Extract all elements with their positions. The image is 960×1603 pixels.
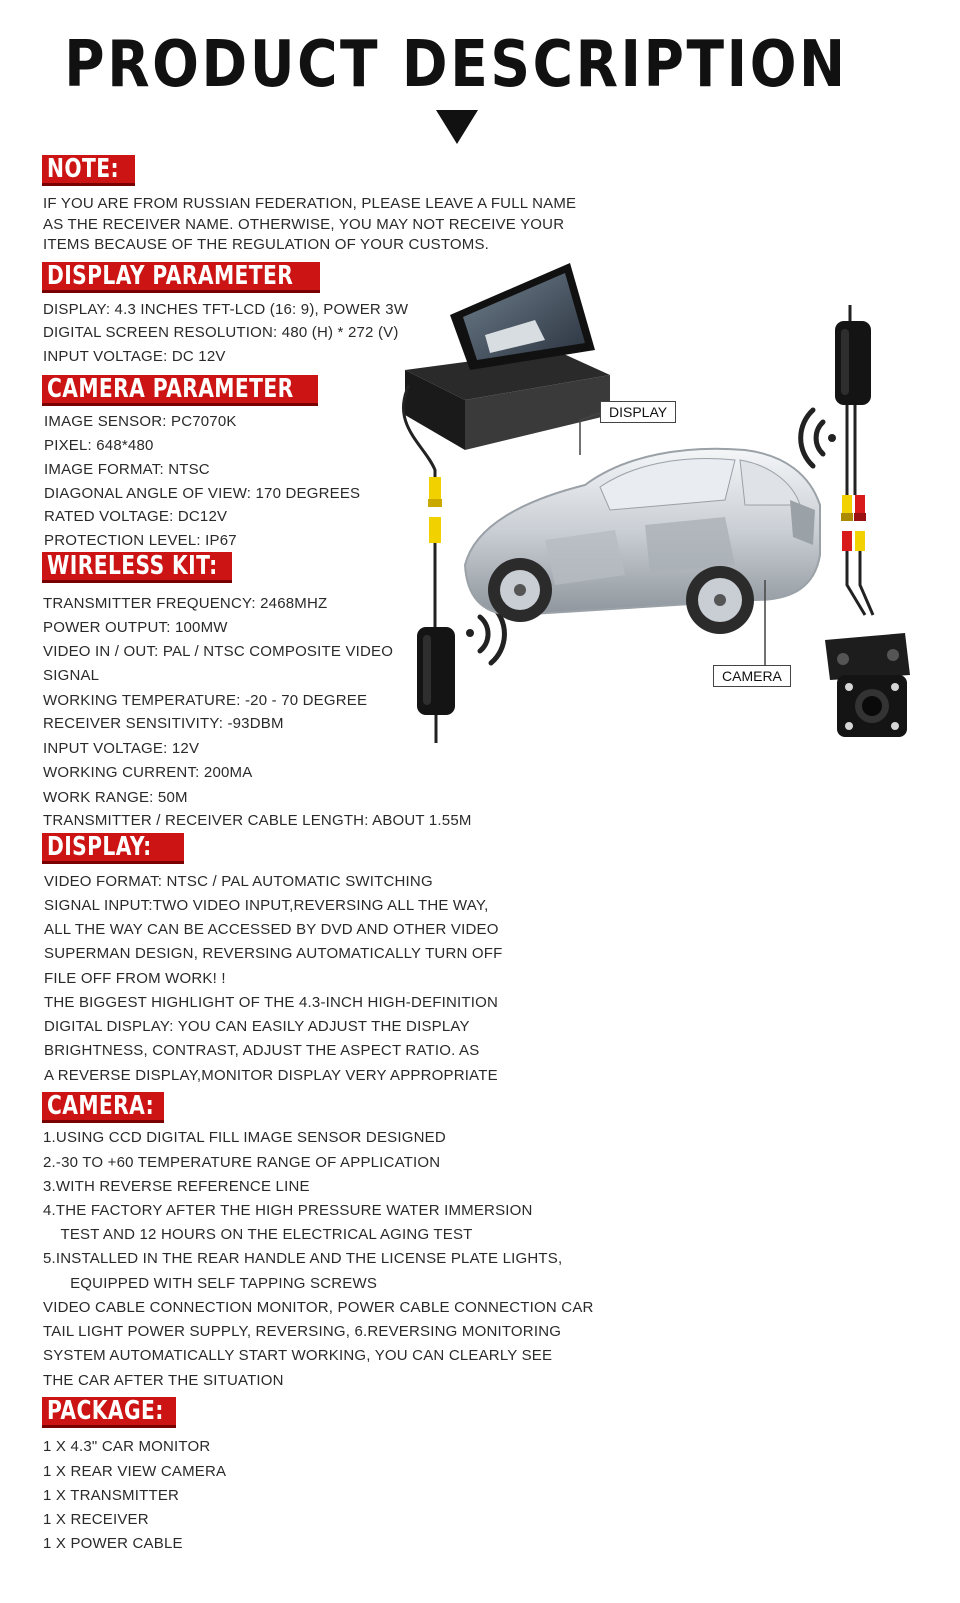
note-heading: NOTE: (42, 155, 135, 186)
transmitter-icon (417, 627, 455, 743)
display-callout: DISPLAY (600, 401, 676, 423)
spec-line: RATED VOLTAGE: DC12V (44, 508, 228, 525)
camera-parameter-heading: CAMERA PARAMETER (42, 375, 318, 406)
desc-line: TAIL LIGHT POWER SUPPLY, REVERSING, 6.REVERSING MONITORING (43, 1323, 562, 1340)
desc-line: EQUIPPED WITH SELF TAPPING SCREWS (57, 1275, 378, 1292)
desc-line: BRIGHTNESS, CONTRAST, ADJUST THE ASPECT RATIO. AS (44, 1042, 480, 1059)
spec-line: TRANSMITTER / RECEIVER CABLE LENGTH: ABOUT 1.55M (43, 812, 472, 829)
spec-line: DISPLAY: 4.3 INCHES TFT-LCD (16: 9), POWER 3W (43, 301, 409, 318)
spec-line: IMAGE SENSOR: PC7070K (44, 413, 237, 430)
spec-line: DIGITAL SCREEN RESOLUTION: 480 (H) * 272 (V) (43, 324, 399, 341)
rear-camera-icon (825, 633, 910, 737)
package-item: 1 X POWER CABLE (43, 1535, 183, 1552)
rca-yellow-connector-icon (429, 477, 441, 499)
desc-line: SYSTEM AUTOMATICALLY START WORKING, YOU CAN CLEARLY SEE (43, 1347, 553, 1364)
spec-line: INPUT VOLTAGE: 12V (43, 740, 200, 757)
desc-line: SIGNAL INPUT:TWO VIDEO INPUT,REVERSING ALL THE WAY, (44, 897, 489, 914)
desc-line: 2.-30 TO +60 TEMPERATURE RANGE OF APPLICATION (43, 1154, 441, 1171)
package-item: 1 X REAR VIEW CAMERA (43, 1463, 227, 1480)
spec-line: VIDEO IN / OUT: PAL / NTSC COMPOSITE VIDEO (43, 643, 394, 660)
display-parameter-heading: DISPLAY PARAMETER (42, 262, 320, 293)
receiver-signal-icon (801, 410, 836, 466)
desc-line: 5.INSTALLED IN THE REAR HANDLE AND THE LICENSE PLATE LIGHTS, (43, 1250, 563, 1267)
desc-line: ALL THE WAY CAN BE ACCESSED BY DVD AND OTHER VIDEO (44, 921, 499, 938)
down-arrow-icon (436, 110, 478, 144)
spec-line: TRANSMITTER FREQUENCY: 2468MHZ (43, 595, 328, 612)
package-heading: PACKAGE: (42, 1397, 176, 1428)
desc-line: THE BIGGEST HIGHLIGHT OF THE 4.3-INCH HIGH-DEFINITION (44, 994, 498, 1011)
spec-line: PROTECTION LEVEL: IP67 (44, 532, 237, 549)
spec-line: WORK RANGE: 50M (43, 789, 188, 806)
receiver-icon (835, 305, 873, 615)
camera-callout: CAMERA (713, 665, 791, 687)
desc-line: DIGITAL DISPLAY: YOU CAN EASILY ADJUST THE DISPLAY (44, 1018, 470, 1035)
car-illustration (465, 449, 820, 634)
spec-line: WORKING TEMPERATURE: -20 - 70 DEGREE (43, 692, 368, 709)
spec-line: DIAGONAL ANGLE OF VIEW: 170 DEGREES (44, 485, 361, 502)
camera-heading: CAMERA: (42, 1092, 164, 1123)
spec-line: SIGNAL (43, 667, 100, 684)
display-heading: DISPLAY: (42, 833, 184, 864)
spec-line: INPUT VOLTAGE: DC 12V (43, 348, 226, 365)
desc-line: 4.THE FACTORY AFTER THE HIGH PRESSURE WATER IMMERSION (43, 1202, 533, 1219)
desc-line: 3.WITH REVERSE REFERENCE LINE (43, 1178, 310, 1195)
note-line: AS THE RECEIVER NAME. OTHERWISE, YOU MAY NOT RECEIVE YOUR (43, 216, 565, 233)
wireless-kit-heading: WIRELESS KIT: (42, 552, 232, 583)
desc-line: 1.USING CCD DIGITAL FILL IMAGE SENSOR DESIGNED (43, 1129, 446, 1146)
desc-line: VIDEO FORMAT: NTSC / PAL AUTOMATIC SWITCHING (44, 873, 433, 890)
spec-line: RECEIVER SENSITIVITY: -93DBM (43, 715, 284, 732)
spec-line: POWER OUTPUT: 100MW (43, 619, 228, 636)
note-line: IF YOU ARE FROM RUSSIAN FEDERATION, PLEASE LEAVE A FULL NAME (43, 195, 577, 212)
package-item: 1 X TRANSMITTER (43, 1487, 180, 1504)
desc-line: A REVERSE DISPLAY,MONITOR DISPLAY VERY APPROPRIATE (44, 1067, 498, 1084)
package-item: 1 X 4.3" CAR MONITOR (43, 1438, 211, 1455)
desc-line: TEST AND 12 HOURS ON THE ELECTRICAL AGING TEST (52, 1226, 473, 1243)
product-illustration (395, 255, 930, 755)
note-line: ITEMS BECAUSE OF THE REGULATION OF YOUR CUSTOMS. (43, 236, 490, 253)
desc-line: VIDEO CABLE CONNECTION MONITOR, POWER CABLE CONNECTION CAR (43, 1299, 594, 1316)
desc-line: SUPERMAN DESIGN, REVERSING AUTOMATICALLY TURN OFF (44, 945, 503, 962)
desc-line: THE CAR AFTER THE SITUATION (43, 1372, 284, 1389)
desc-line: FILE OFF FROM WORK! ! (44, 970, 226, 987)
spec-line: WORKING CURRENT: 200MA (43, 764, 253, 781)
package-item: 1 X RECEIVER (43, 1511, 149, 1528)
spec-line: PIXEL: 648*480 (44, 437, 154, 454)
spec-line: IMAGE FORMAT: NTSC (44, 461, 210, 478)
page-title: PRODUCT DESCRIPTION (64, 28, 848, 102)
